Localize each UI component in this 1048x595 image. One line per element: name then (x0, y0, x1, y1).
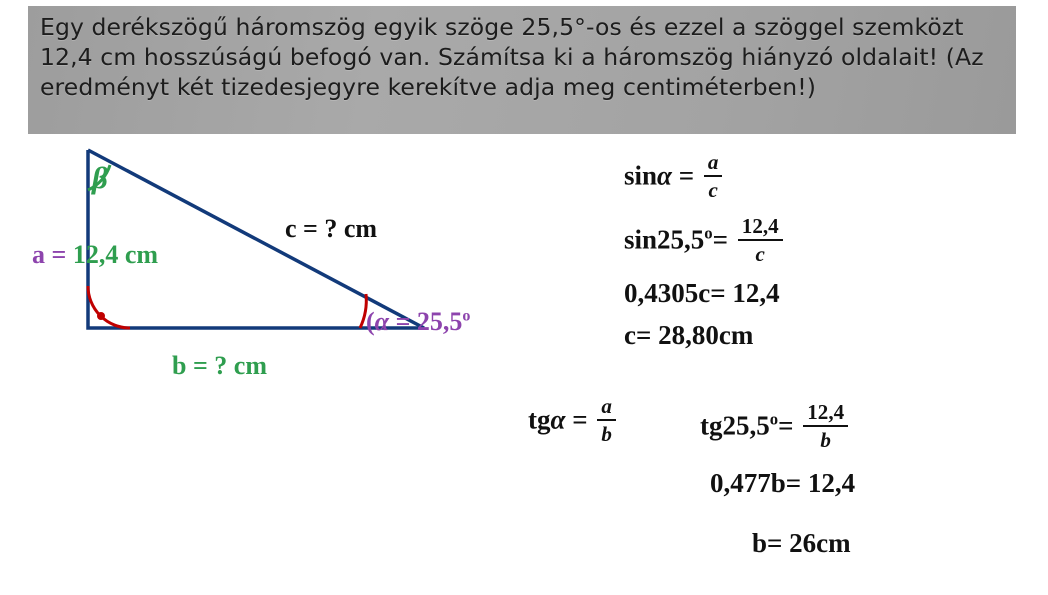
math-sin25-equals: = (712, 224, 735, 255)
label-alpha-paren: ( (366, 307, 375, 336)
math-sin25-numerator: 12,4 (738, 214, 783, 241)
math-tg25-denominator: b (820, 428, 831, 453)
math-sin-numerator: a (704, 150, 723, 177)
math-tg-variable: α (550, 404, 566, 435)
problem-statement-banner (28, 6, 1016, 134)
math-tg-fraction (597, 394, 616, 446)
right-angle-dot (97, 312, 105, 320)
math-tg-step: 0,477b= 12,4 (710, 468, 856, 498)
label-side-a (32, 240, 158, 270)
label-side-a-value: 12,4 cm (72, 240, 159, 269)
math-tg-substituted (700, 402, 851, 454)
label-side-a-name: a = (32, 240, 73, 269)
problem-statement-text: Egy derékszögű háromszög egyik szöge 25,5°-os és ezzel a szöggel szemközt 12,4 cm hosszúságú befogó van. Számítsa ki a háromszög hiányzó oldalait! (Az eredményt két tizedesjegyre kerekítve adja meg centiméterben!) (40, 13, 984, 101)
math-sin25-degree: o (704, 223, 713, 243)
math-tg-numerator: a (597, 394, 616, 421)
math-tg25-lhs: tg25,5 (700, 410, 770, 441)
label-side-c: c = ? cm (285, 214, 378, 243)
label-alpha-symbol: α (374, 307, 390, 336)
math-sin-lhs: sin (624, 160, 658, 191)
math-tg-lhs: tg (528, 404, 551, 435)
math-sin-step: 0,4305c= 12,4 (624, 278, 780, 308)
math-sin25-fraction (738, 214, 783, 266)
label-angle-alpha (366, 307, 470, 337)
label-alpha-unit: o (462, 307, 471, 325)
math-tg-denominator: b (601, 422, 612, 447)
math-tg25-numerator: 12,4 (803, 400, 848, 427)
math-sin25-denominator: c (755, 242, 765, 267)
label-angle-beta: β (92, 160, 108, 195)
math-tg25-degree: o (769, 409, 779, 429)
math-tg-equals: = (565, 404, 595, 435)
math-sin-fraction (704, 150, 723, 202)
label-side-b: b = ? cm (172, 351, 267, 380)
math-tg25-equals: = (778, 410, 801, 441)
label-alpha-value: = 25,5 (389, 307, 463, 336)
math-sin-variable: α (657, 160, 672, 191)
math-tg-definition (528, 396, 619, 448)
math-sin-result: c= 28,80cm (624, 320, 754, 350)
math-sin-denominator: c (708, 178, 718, 203)
math-tg-result: b= 26cm (752, 528, 851, 558)
math-sin-definition (624, 152, 725, 204)
right-angle-arc (88, 286, 130, 328)
math-sin-substituted (624, 216, 786, 268)
math-tg25-fraction (803, 400, 848, 452)
math-sin25-lhs: sin25,5 (624, 224, 705, 255)
math-sin-equals: = (671, 160, 701, 191)
